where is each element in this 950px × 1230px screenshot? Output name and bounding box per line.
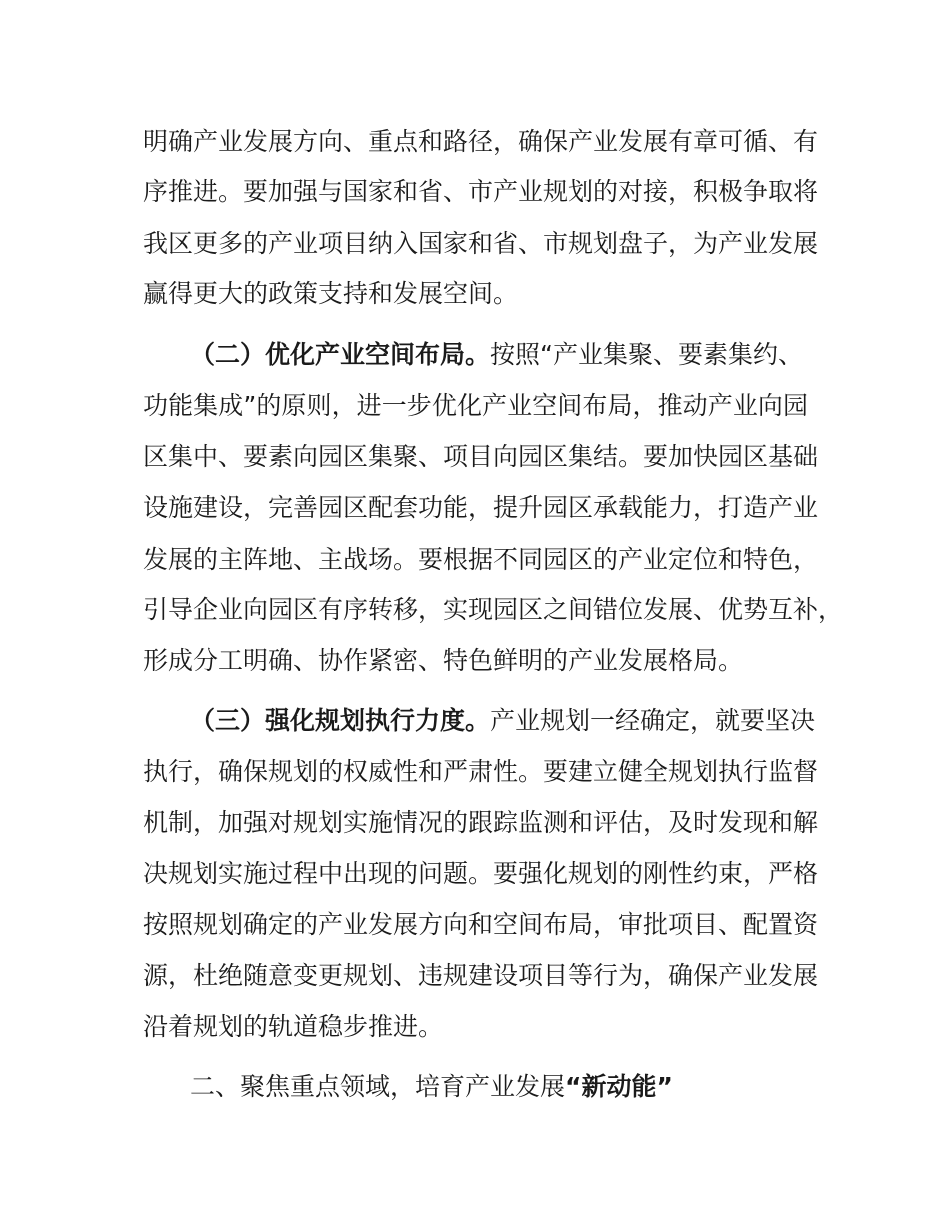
paragraph-3-line-3: 机制，加强对规划实施情况的跟踪监测和评估，及时发现和解 <box>143 808 819 837</box>
paragraph-2-line-4: 设施建设，完善园区配套功能，提升园区承载能力，打造产业 <box>143 493 819 522</box>
paragraph-3-line-1: （三）强化规划执行力度。产业规划一经确定，就要坚决 <box>190 706 816 735</box>
subheading-2: （二）优化产业空间布局。 <box>190 340 491 369</box>
paragraph-1-line-1: 明确产业发展方向、重点和路径，确保产业发展有章可循、有 <box>143 127 819 156</box>
section-heading: 二、聚焦重点领域，培育产业发展“新动能” <box>190 1072 673 1101</box>
paragraph-3-line-7: 沿着规划的轨道稳步推进。 <box>143 1012 444 1041</box>
paragraph-3-line-5: 按照规划确定的产业发展方向和空间布局，审批项目、配置资 <box>143 910 819 939</box>
paragraph-3-line-2: 执行，确保规划的权威性和严肃性。要建立健全规划执行监督 <box>143 757 819 786</box>
paragraph-3-line-6: 源，杜绝随意变更规划、违规建设项目等行为，确保产业发展 <box>143 961 819 990</box>
paragraph-2-line-1: （二）优化产业空间布局。按照“产业集聚、要素集约、 <box>190 340 803 369</box>
paragraph-2-line-5: 发展的主阵地、主战场。要根据不同园区的产业定位和特色， <box>143 545 819 574</box>
paragraph-1-line-2: 序推进。要加强与国家和省、市产业规划的对接，积极争取将 <box>143 177 819 206</box>
subheading-3: （三）强化规划执行力度。 <box>190 706 491 735</box>
paragraph-2-line-7: 形成分工明确、协作紧密、特色鲜明的产业发展格局。 <box>143 646 744 675</box>
section-heading-emphasis: “新动能” <box>565 1072 673 1101</box>
paragraph-2-line-3: 区集中、要素向园区集聚、项目向园区集结。要加快园区基础 <box>143 442 819 471</box>
paragraph-2-line-6: 引导企业向园区有序转移，实现园区之间错位发展、优势互补， <box>143 595 844 624</box>
paragraph-1-line-3: 我区更多的产业项目纳入国家和省、市规划盘子，为产业发展 <box>143 229 819 258</box>
paragraph-2-line-2: 功能集成”的原则，进一步优化产业空间布局，推动产业向园 <box>143 391 808 420</box>
paragraph-1-line-4: 赢得更大的政策支持和发展空间。 <box>143 279 519 308</box>
paragraph-3-line-4: 决规划实施过程中出现的问题。要强化规划的刚性约束，严格 <box>143 859 819 888</box>
